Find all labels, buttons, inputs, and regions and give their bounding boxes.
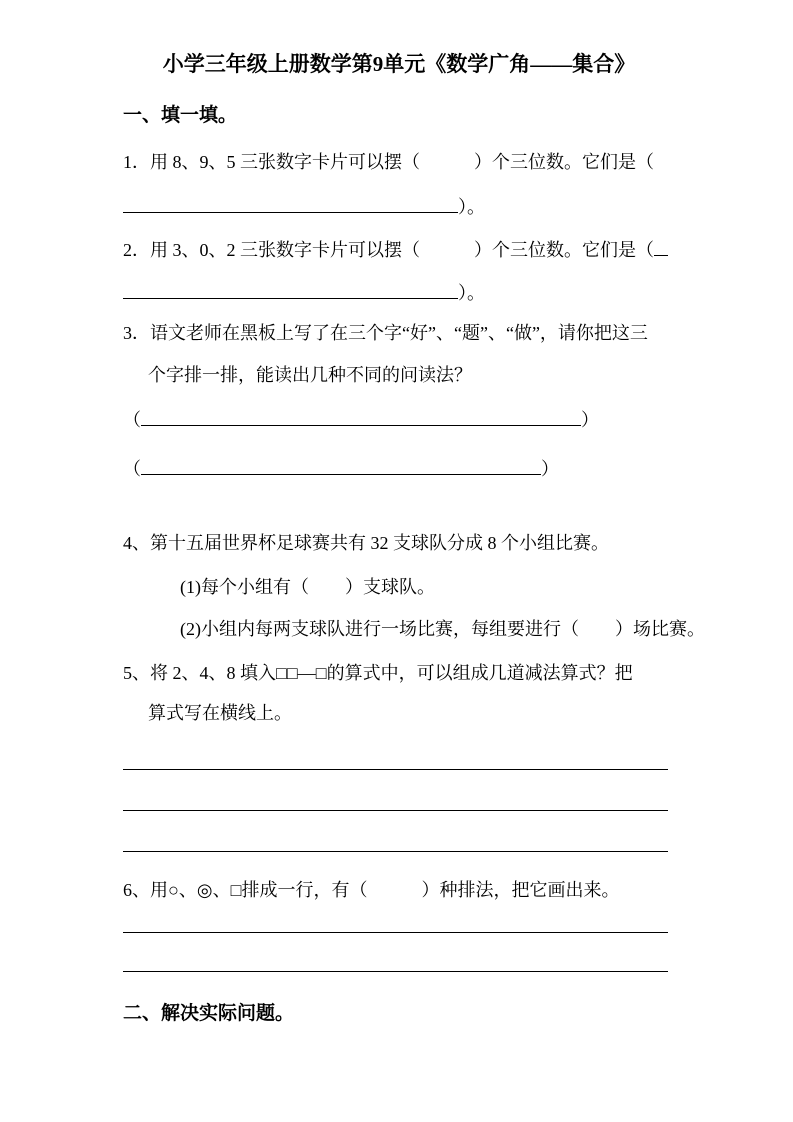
question-5-answer-line-3 [123, 851, 668, 852]
question-4-sub-1: (1)每个小组有（ ）支球队。 [180, 577, 435, 597]
question-4-line-1: 4、第十五届世界杯足球赛共有 32 支球队分成 8 个小组比赛。 [123, 533, 609, 553]
question-1-answer-row [123, 192, 675, 219]
question-2-text: 2．用 3、0、2 三张数字卡片可以摆（ ）个三位数。它们是（ [123, 240, 654, 260]
question-1-line-1: 1．用 8、9、5 三张数字卡片可以摆（ ）个三位数。它们是（ [123, 152, 654, 172]
question-4-sub-2: (2)小组内每两支球队进行一场比赛，每组要进行（ ）场比赛。 [180, 619, 705, 639]
question-5-line-1: 5、将 2、4、8 填入□□—□的算式中，可以组成几道减法算式？把 [123, 663, 633, 683]
question-6-answer-line-2 [123, 971, 668, 972]
close-paren: ） [581, 410, 599, 430]
question-2-answer-suffix: ）。 [458, 283, 485, 303]
question-2-inline-blank [654, 235, 668, 256]
question-2-answer-blank [123, 278, 458, 299]
question-3-line-2: 个字排一排，能读出几种不同的问读法？ [148, 365, 472, 385]
question-1-answer-suffix: ）。 [458, 197, 485, 217]
question-3-answer-row-2 [123, 454, 675, 481]
section-fill-heading: 一、填一填。 [123, 105, 238, 126]
open-paren: （ [123, 410, 141, 430]
question-5-answer-line-1 [123, 769, 668, 770]
question-6-answer-line-1 [123, 932, 668, 933]
section-solve-heading: 二、解决实际问题。 [123, 1003, 295, 1024]
question-2-answer-row [123, 278, 675, 305]
close-paren: ） [541, 459, 559, 479]
question-6-line-1: 6、用○、◎、□排成一行，有（ ）种排法，把它画出来。 [123, 880, 620, 900]
question-5-line-2: 算式写在横线上。 [148, 703, 292, 723]
question-3-answer-blank-2 [141, 454, 541, 475]
question-1-answer-blank [123, 192, 458, 213]
question-3-answer-row-1 [123, 405, 675, 432]
question-2-line-1 [123, 235, 675, 262]
question-3-answer-blank-1 [141, 405, 581, 426]
page-title: 小学三年级上册数学第9单元《数学广角——集合》 [162, 52, 636, 76]
question-5-answer-line-2 [123, 810, 668, 811]
question-3-line-1: 3．语文老师在黑板上写了在三个字“好”、“题”、“做”，请你把这三 [123, 323, 648, 343]
open-paren: （ [123, 459, 141, 479]
